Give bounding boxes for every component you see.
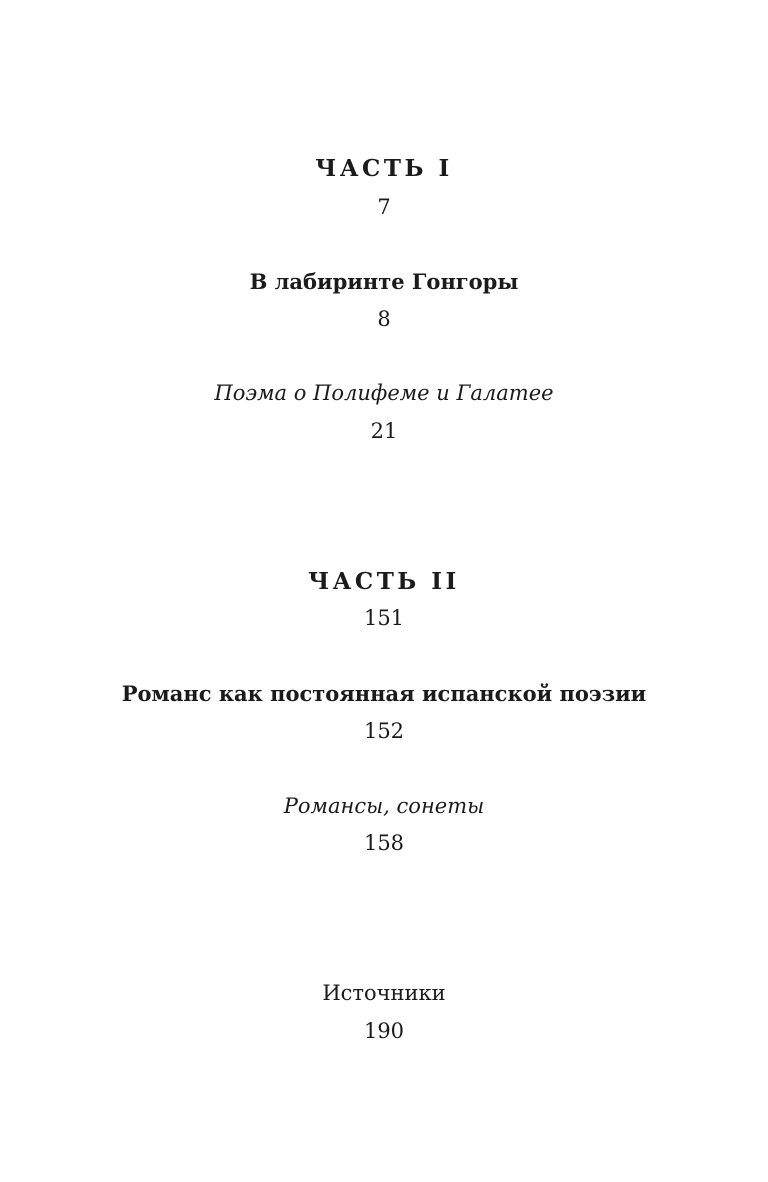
section-page-number: 158 <box>363 831 405 855</box>
chapter-title: В лабиринте Гонгоры <box>249 269 519 294</box>
part-1-heading: ЧАСТЬ I <box>315 155 453 182</box>
part-2-page-number: 151 <box>363 606 405 630</box>
section-title: Романсы, сонеты <box>283 794 485 818</box>
chapter-page-number: 152 <box>363 719 405 743</box>
section-title: Поэма о Полифеме и Галатее <box>214 381 554 405</box>
sources-title: Источники <box>322 981 446 1005</box>
part-2-heading: ЧАСТЬ II <box>308 568 460 595</box>
section-page-number: 21 <box>370 419 398 443</box>
part-1-page-number: 7 <box>377 195 391 219</box>
sources-page-number: 190 <box>363 1019 405 1043</box>
chapter-page-number: 8 <box>377 307 391 331</box>
chapter-title: Романс как постоянная испанской поэзии <box>121 681 647 706</box>
